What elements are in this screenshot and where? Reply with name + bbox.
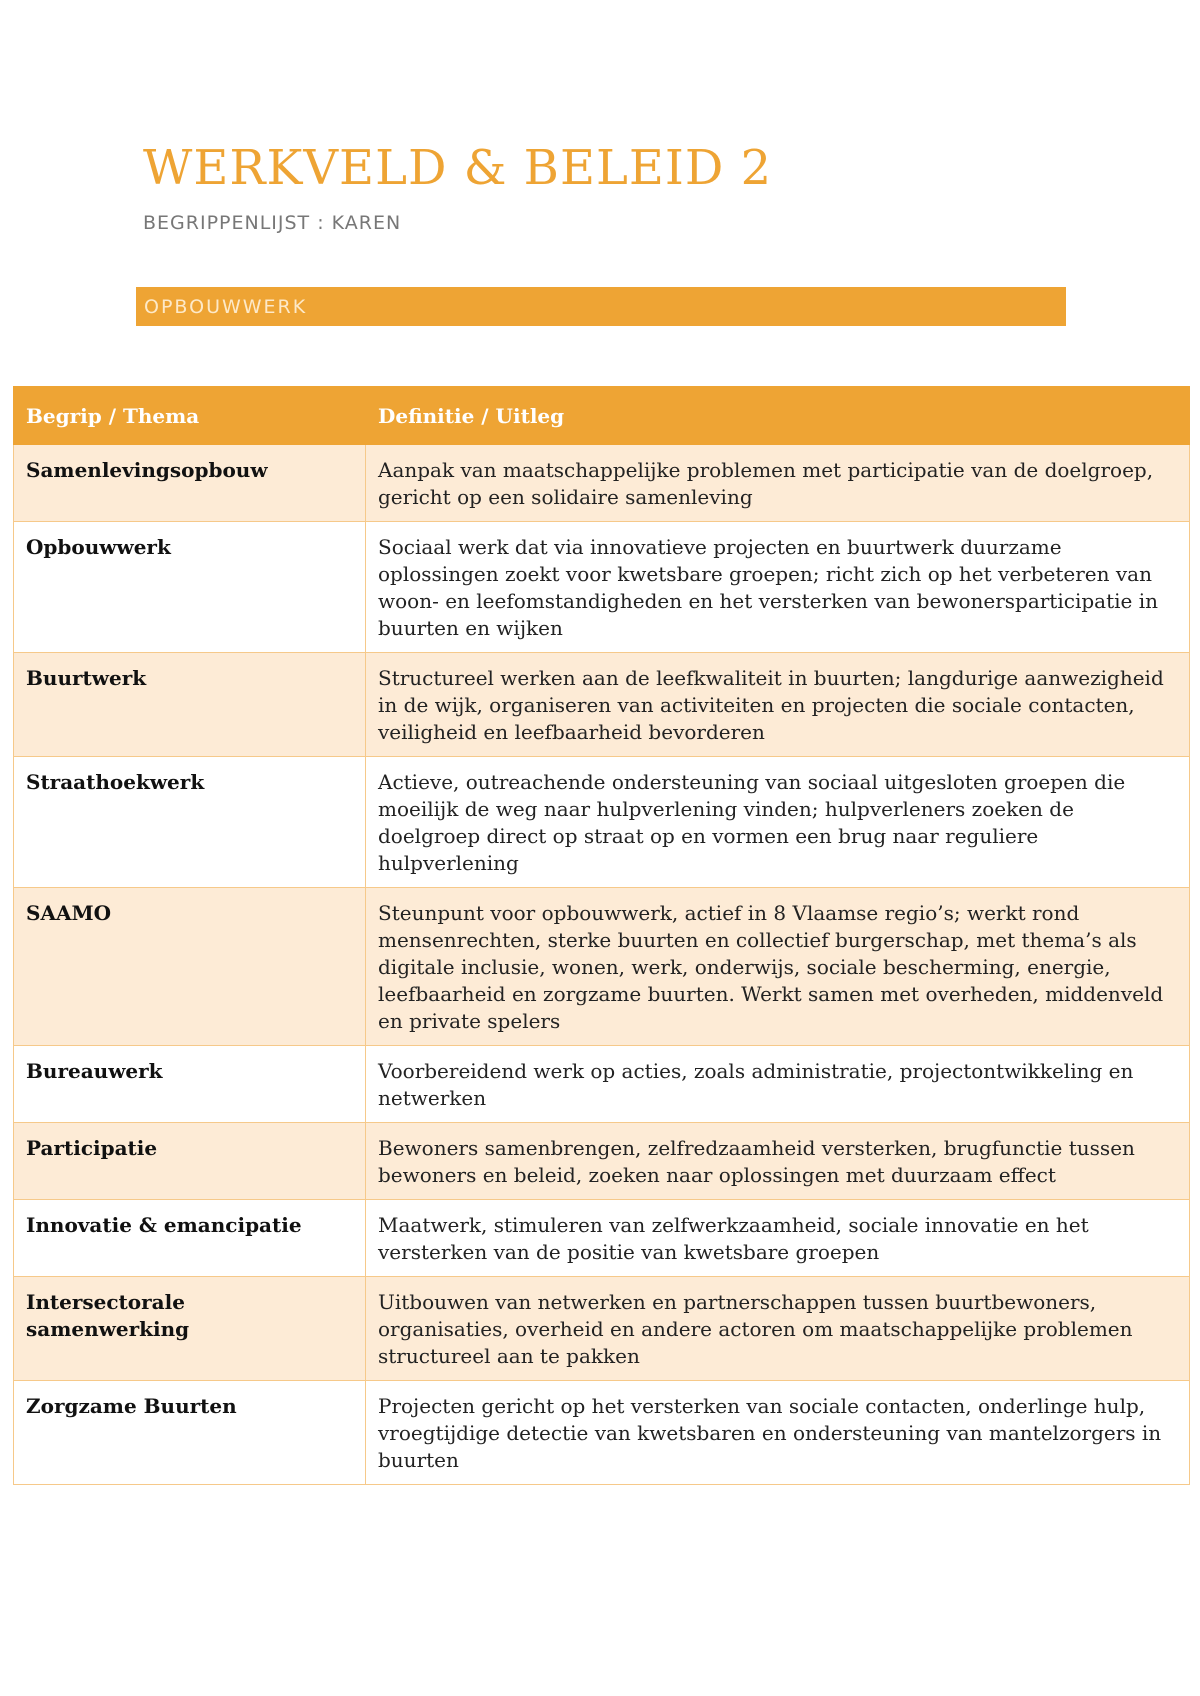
- document-subtitle: BEGRIPPENLIJST : KAREN: [143, 212, 402, 234]
- column-header-term: Begrip / Thema: [14, 387, 366, 445]
- term-cell: Opbouwwerk: [14, 522, 366, 653]
- table-header-row: [14, 387, 1190, 445]
- definition-cell: Sociaal werk dat via innovatieve projecten en buurtwerk duurzame oplossingen zoekt voor kwetsbare groepen; richt zich op het verbeteren van woon- en leefomstandigheden en het versterken van bewonersparticipatie in buurten en wijken: [366, 522, 1190, 653]
- definition-cell: Projecten gericht op het versterken van sociale contacten, onderlinge hulp, vroegtijdige detectie van kwetsbaren en ondersteuning van mantelzorgers in buurten: [366, 1381, 1190, 1485]
- term-cell: Buurtwerk: [14, 653, 366, 757]
- table-row: [14, 1046, 1190, 1123]
- definition-cell: Uitbouwen van netwerken en partnerschappen tussen buurtbewoners, organisaties, overheid en andere actoren om maatschappelijke problemen structureel aan te pakken: [366, 1277, 1190, 1381]
- definition-cell: Maatwerk, stimuleren van zelfwerkzaamheid, sociale innovatie en het versterken van de positie van kwetsbare groepen: [366, 1200, 1190, 1277]
- term-cell: Participatie: [14, 1123, 366, 1200]
- table-row: [14, 653, 1190, 757]
- column-header-definition: Definitie / Uitleg: [366, 387, 1190, 445]
- term-cell: Straathoekwerk: [14, 757, 366, 888]
- definition-cell: Bewoners samenbrengen, zelfredzaamheid versterken, brugfunctie tussen bewoners en beleid, zoeken naar oplossingen met duurzaam effect: [366, 1123, 1190, 1200]
- table-row: [14, 1200, 1190, 1277]
- table-row: [14, 445, 1190, 522]
- term-cell: Intersectorale samenwerking: [14, 1277, 366, 1381]
- table-row: [14, 1277, 1190, 1381]
- term-cell: Innovatie & emancipatie: [14, 1200, 366, 1277]
- section-heading-bar: [136, 287, 1066, 326]
- table-row: [14, 1381, 1190, 1485]
- term-cell: Bureauwerk: [14, 1046, 366, 1123]
- terms-table: [13, 386, 1190, 1485]
- definition-cell: Aanpak van maatschappelijke problemen met participatie van de doelgroep, gericht op een solidaire samenleving: [366, 445, 1190, 522]
- term-cell: Samenlevingsopbouw: [14, 445, 366, 522]
- term-cell: Zorgzame Buurten: [14, 1381, 366, 1485]
- document-title: WERKVELD & BELEID 2: [143, 140, 773, 196]
- section-heading: OPBOUWWERK: [144, 295, 308, 318]
- table-row: [14, 522, 1190, 653]
- definition-cell: Actieve, outreachende ondersteuning van sociaal uitgesloten groepen die moeilijk de weg naar hulpverlening vinden; hulpverleners zoeken de doelgroep direct op straat op en vormen een brug naar reguliere hulpverlening: [366, 757, 1190, 888]
- definition-cell: Structureel werken aan de leefkwaliteit in buurten; langdurige aanwezigheid in de wijk, organiseren van activiteiten en projecten die sociale contacten, veiligheid en leefbaarheid bevorderen: [366, 653, 1190, 757]
- definition-cell: Voorbereidend werk op acties, zoals administratie, projectontwikkeling en netwerken: [366, 1046, 1190, 1123]
- definition-cell: Steunpunt voor opbouwwerk, actief in 8 Vlaamse regio’s; werkt rond mensenrechten, sterke buurten en collectief burgerschap, met thema’s als digitale inclusie, wonen, werk, onderwijs, sociale bescherming, energie, leefbaarheid en zorgzame buurten. Werkt samen met overheden, middenveld en private spelers: [366, 888, 1190, 1046]
- table-row: [14, 1123, 1190, 1200]
- table-row: [14, 757, 1190, 888]
- term-cell: SAAMO: [14, 888, 366, 1046]
- table-row: [14, 888, 1190, 1046]
